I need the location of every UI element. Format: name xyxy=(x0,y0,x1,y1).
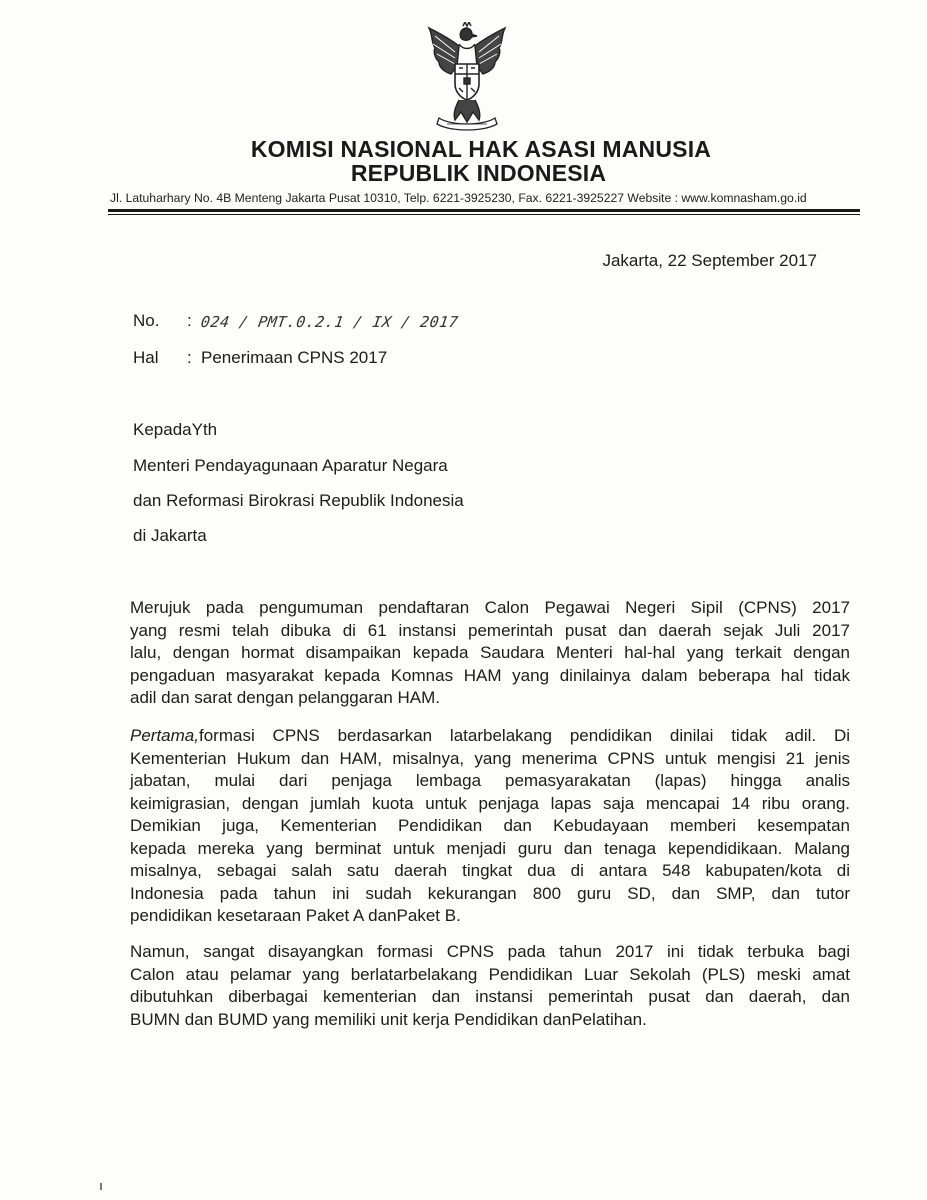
letter-number-separator: : xyxy=(187,311,192,330)
body-paragraph-3 xyxy=(130,941,850,1031)
letterhead-address: Jl. Latuharhary No. 4B Menteng Jakarta Pusat 10310, Telp. 6221-3925230, Fax. 6221-3925227 Website : www.komnasham.go.id xyxy=(110,191,807,205)
paragraph-line: adil dan sarat dengan pelanggaran HAM. xyxy=(130,688,440,707)
paragraph-line: pengaduan masyarakat kepada Komnas HAM yang dinilainya dalam beberapa hal tidak xyxy=(130,665,850,685)
paragraph-line: Demikian juga, Kementerian Pendidikan dan Kebudayaan memberi kesempatan xyxy=(130,816,850,835)
paragraph-line: Indonesia pada tahun ini sudah kekurangan 800 guru SD, dan SMP, dan tutor xyxy=(130,883,850,903)
letter-number-label: No. xyxy=(133,311,160,330)
garuda-emblem-icon xyxy=(425,22,509,134)
letter-subject-row xyxy=(133,348,387,368)
body-paragraph-1 xyxy=(130,597,850,710)
letterhead-rule-thin xyxy=(108,214,860,215)
paragraph-line: Kementerian Hukum dan HAM, misalnya, yang menerima CPNS untuk mengisi 21 jenis xyxy=(130,748,850,768)
org-name-line1: KOMISI NASIONAL HAK ASASI MANUSIA xyxy=(250,136,712,162)
paragraph-line: Calon atau pelamar yang berlatarbelakang Pendidikan Luar Sekolah (PLS) meski amat xyxy=(130,964,850,984)
paragraph-line: BUMN dan BUMD yang memiliki unit kerja Pendidikan danPelatihan. xyxy=(130,1009,647,1029)
paragraph-line: Namun, sangat disayangkan formasi CPNS pada tahun 2017 ini tidak terbuka bagi xyxy=(130,942,850,961)
letter-number-row xyxy=(133,311,458,331)
recipient-line: Menteri Pendayagunaan Aparatur Negara xyxy=(133,456,448,475)
paragraph-lead-italic: Pertama, xyxy=(130,726,199,745)
paragraph-line: keimigrasian, dengan jumlah kuota untuk penjaga lapas saja mencapai 14 ribu orang. xyxy=(130,793,850,813)
letter-date: Jakarta, 22 September 2017 xyxy=(602,251,817,270)
paragraph-line: jabatan, mulai dari penjaga lembaga pemasyarakatan (lapas) hingga analis xyxy=(130,771,850,790)
paragraph-line xyxy=(130,725,850,748)
paragraph-line: Merujuk pada pengumuman pendaftaran Calon Pegawai Negeri Sipil (CPNS) 2017 xyxy=(130,598,850,617)
letter-number-value: 024 / PMT.0.2.1 / IX / 2017 xyxy=(199,313,460,331)
letter-subject-value: Penerimaan CPNS 2017 xyxy=(201,348,388,367)
paragraph-line: dibutuhkan diberbagai kementerian dan instansi pemerintah pusat dan daerah, dan xyxy=(130,987,850,1006)
recipient-salutation: KepadaYth xyxy=(133,420,218,439)
letter-subject-separator: : xyxy=(187,348,192,367)
body-paragraph-2 xyxy=(130,725,850,928)
letter-subject-label: Hal xyxy=(133,348,159,367)
paragraph-line: lalu, dengan hormat disampaikan kepada Saudara Menteri hal-hal yang terkait dengan xyxy=(130,643,850,662)
recipient-location: di Jakarta xyxy=(133,526,207,545)
paragraph-line: yang resmi telah dibuka di 61 instansi pemerintah pusat dan daerah sejak Juli 2017 xyxy=(130,620,850,640)
paragraph-line: misalnya, sebagai salah satu daerah tingkat dua di antara 548 kabupaten/kota di xyxy=(130,861,850,880)
paragraph-line: kepada mereka yang berminat untuk menjadi guru dan tenaga kependidikaan. Malang xyxy=(130,838,850,858)
paragraph-line: pendidikan kesetaraan Paket A danPaket B. xyxy=(130,906,461,925)
org-name-line2: REPUBLIK INDONESIA xyxy=(350,160,607,186)
scan-mark xyxy=(100,1183,102,1190)
paragraph-line-text: formasi CPNS berdasarkan latarbelakang pendidikan dinilai tidak adil. Di xyxy=(198,726,850,745)
recipient-line: dan Reformasi Birokrasi Republik Indonesia xyxy=(133,491,464,510)
letterhead-rule-thick xyxy=(108,209,860,212)
